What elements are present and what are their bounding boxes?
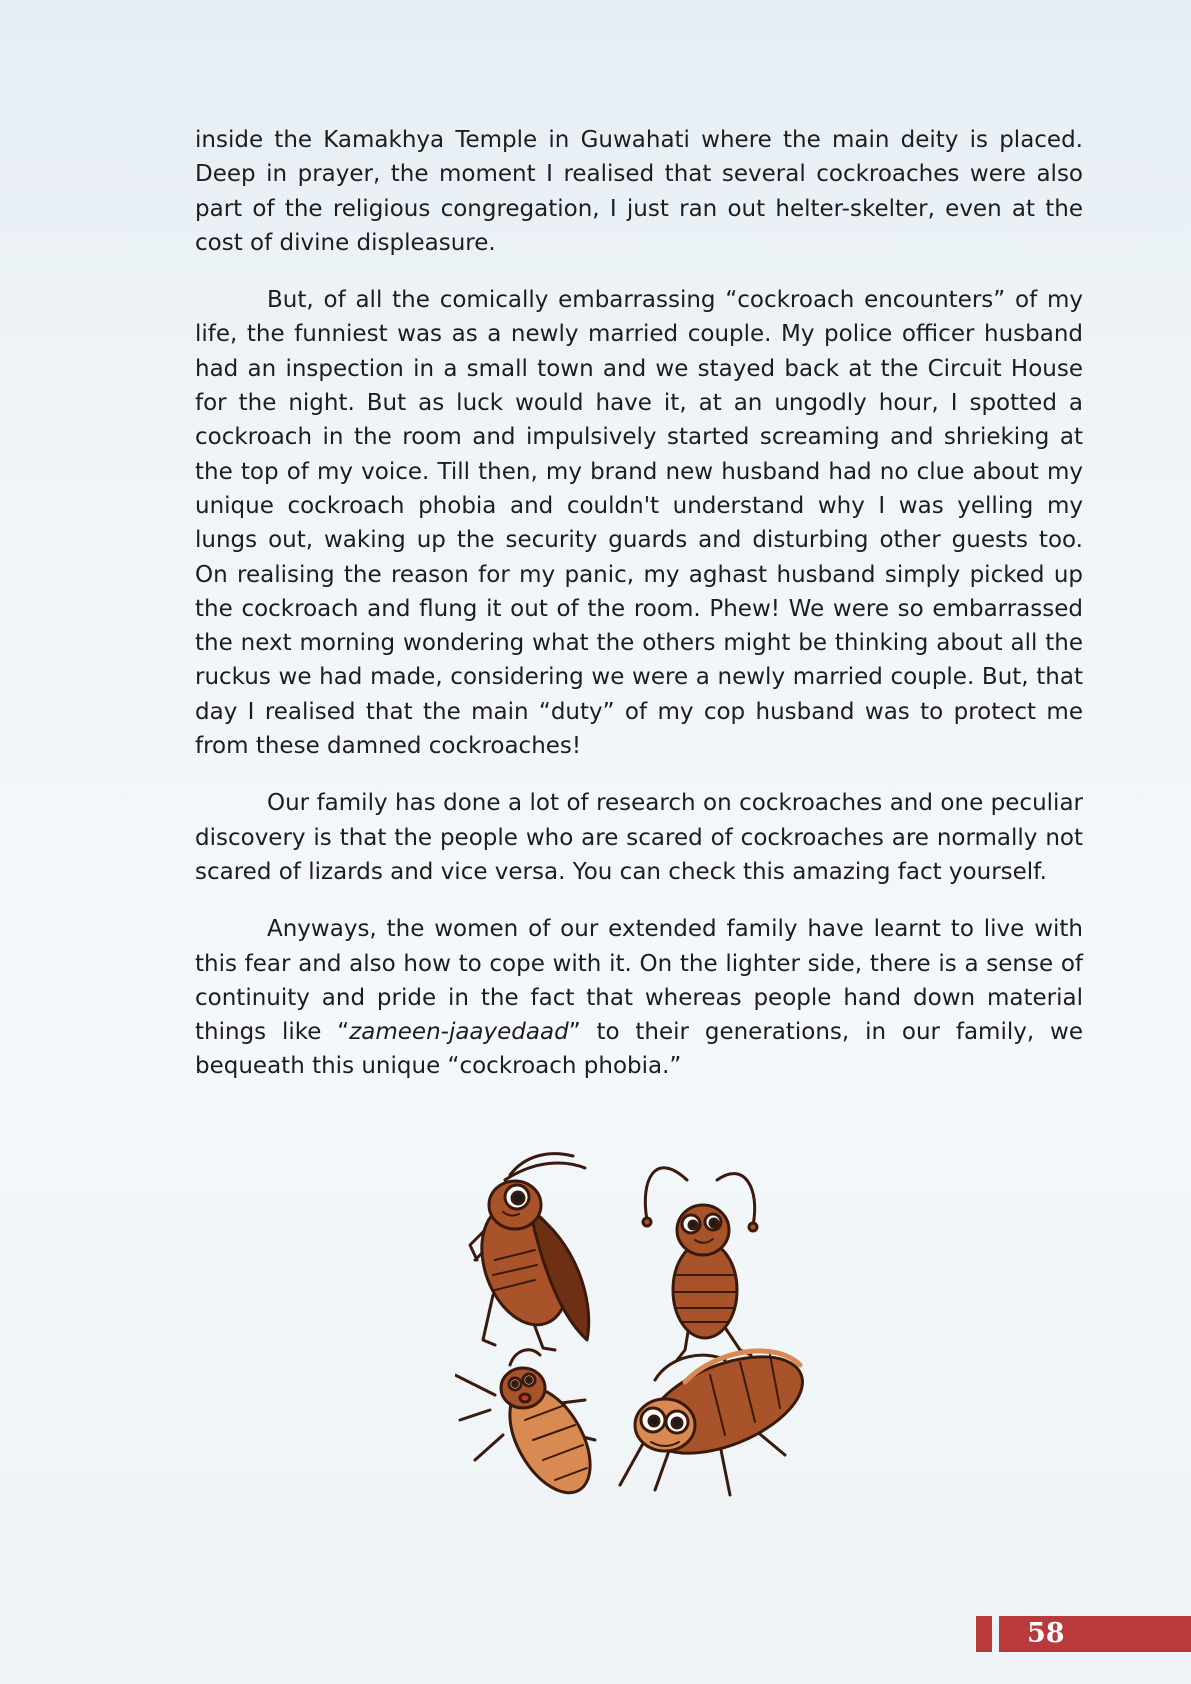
paragraph-phobia-before: Anyways, the women of our extended family have learnt to live with this fear and also how to cope with it. On the lighter side, there is a sense of continuity and pride in the fact that whereas people hand down material things like “ [195,916,1083,1046]
cockroach-scared-icon [455,1350,607,1506]
paragraph-phobia-after: ” to their generations, in our family, we bequeath this unique “cockroach phobia.” [195,1019,1083,1080]
page-number: 58 [999,1616,1191,1652]
paragraph-research: Our family has done a lot of research on cockroaches and one peculiar discovery is that the people who are scared of cockroaches are normally not scared of lizards and vice versa. You can check this amazing fact yourself. [195,790,1083,885]
paragraph-honeymoon: But, of all the comically embarrassing “cockroach encounters” of my life, the funniest was as a newly married couple. My police officer husband had an inspection in a small town and we stayed back at the Circuit House for the night. But as luck would have it, at an ungodly hour, I spotted a cockroach in the room and impulsively started screaming and shrieking at the top of my voice. Till then, my brand new husband had no clue about my unique cockroach phobia and couldn't understand why I was yelling my lungs out, waking up the security guards and disturbing other guests too. On realising the reason for my panic, my aghast husband simply picked up the cockroach and flung it out of the room. Phew! We were so embarrassed the next morning wondering what the others might be thinking about all the ruckus we had made, considering we were a newly married couple. But, that day I realised that the main “duty” of my cop husband was to protect me from these damned cockroaches! [195,287,1083,760]
cockroach-waving-icon [466,1154,589,1350]
paragraph-temple: inside the Kamakhya Temple in Guwahati where the main deity is placed. Deep in prayer, the moment I realised that several cockroaches were also part of the religious congregation, I just ran out helter-skelter, even at the cost of divine displeasure. [195,127,1083,256]
cockroach-illustration [455,1150,845,1520]
cockroach-smiling-icon [643,1168,757,1360]
cockroach-running-icon [620,1337,816,1495]
page-bar-divider [976,1616,992,1652]
paragraph-phobia [195,912,1083,1083]
page-number-bar [976,1616,1191,1652]
body-text [195,123,1083,1107]
paragraph-phobia-italic: zameen-jaayedaad [349,1019,569,1046]
